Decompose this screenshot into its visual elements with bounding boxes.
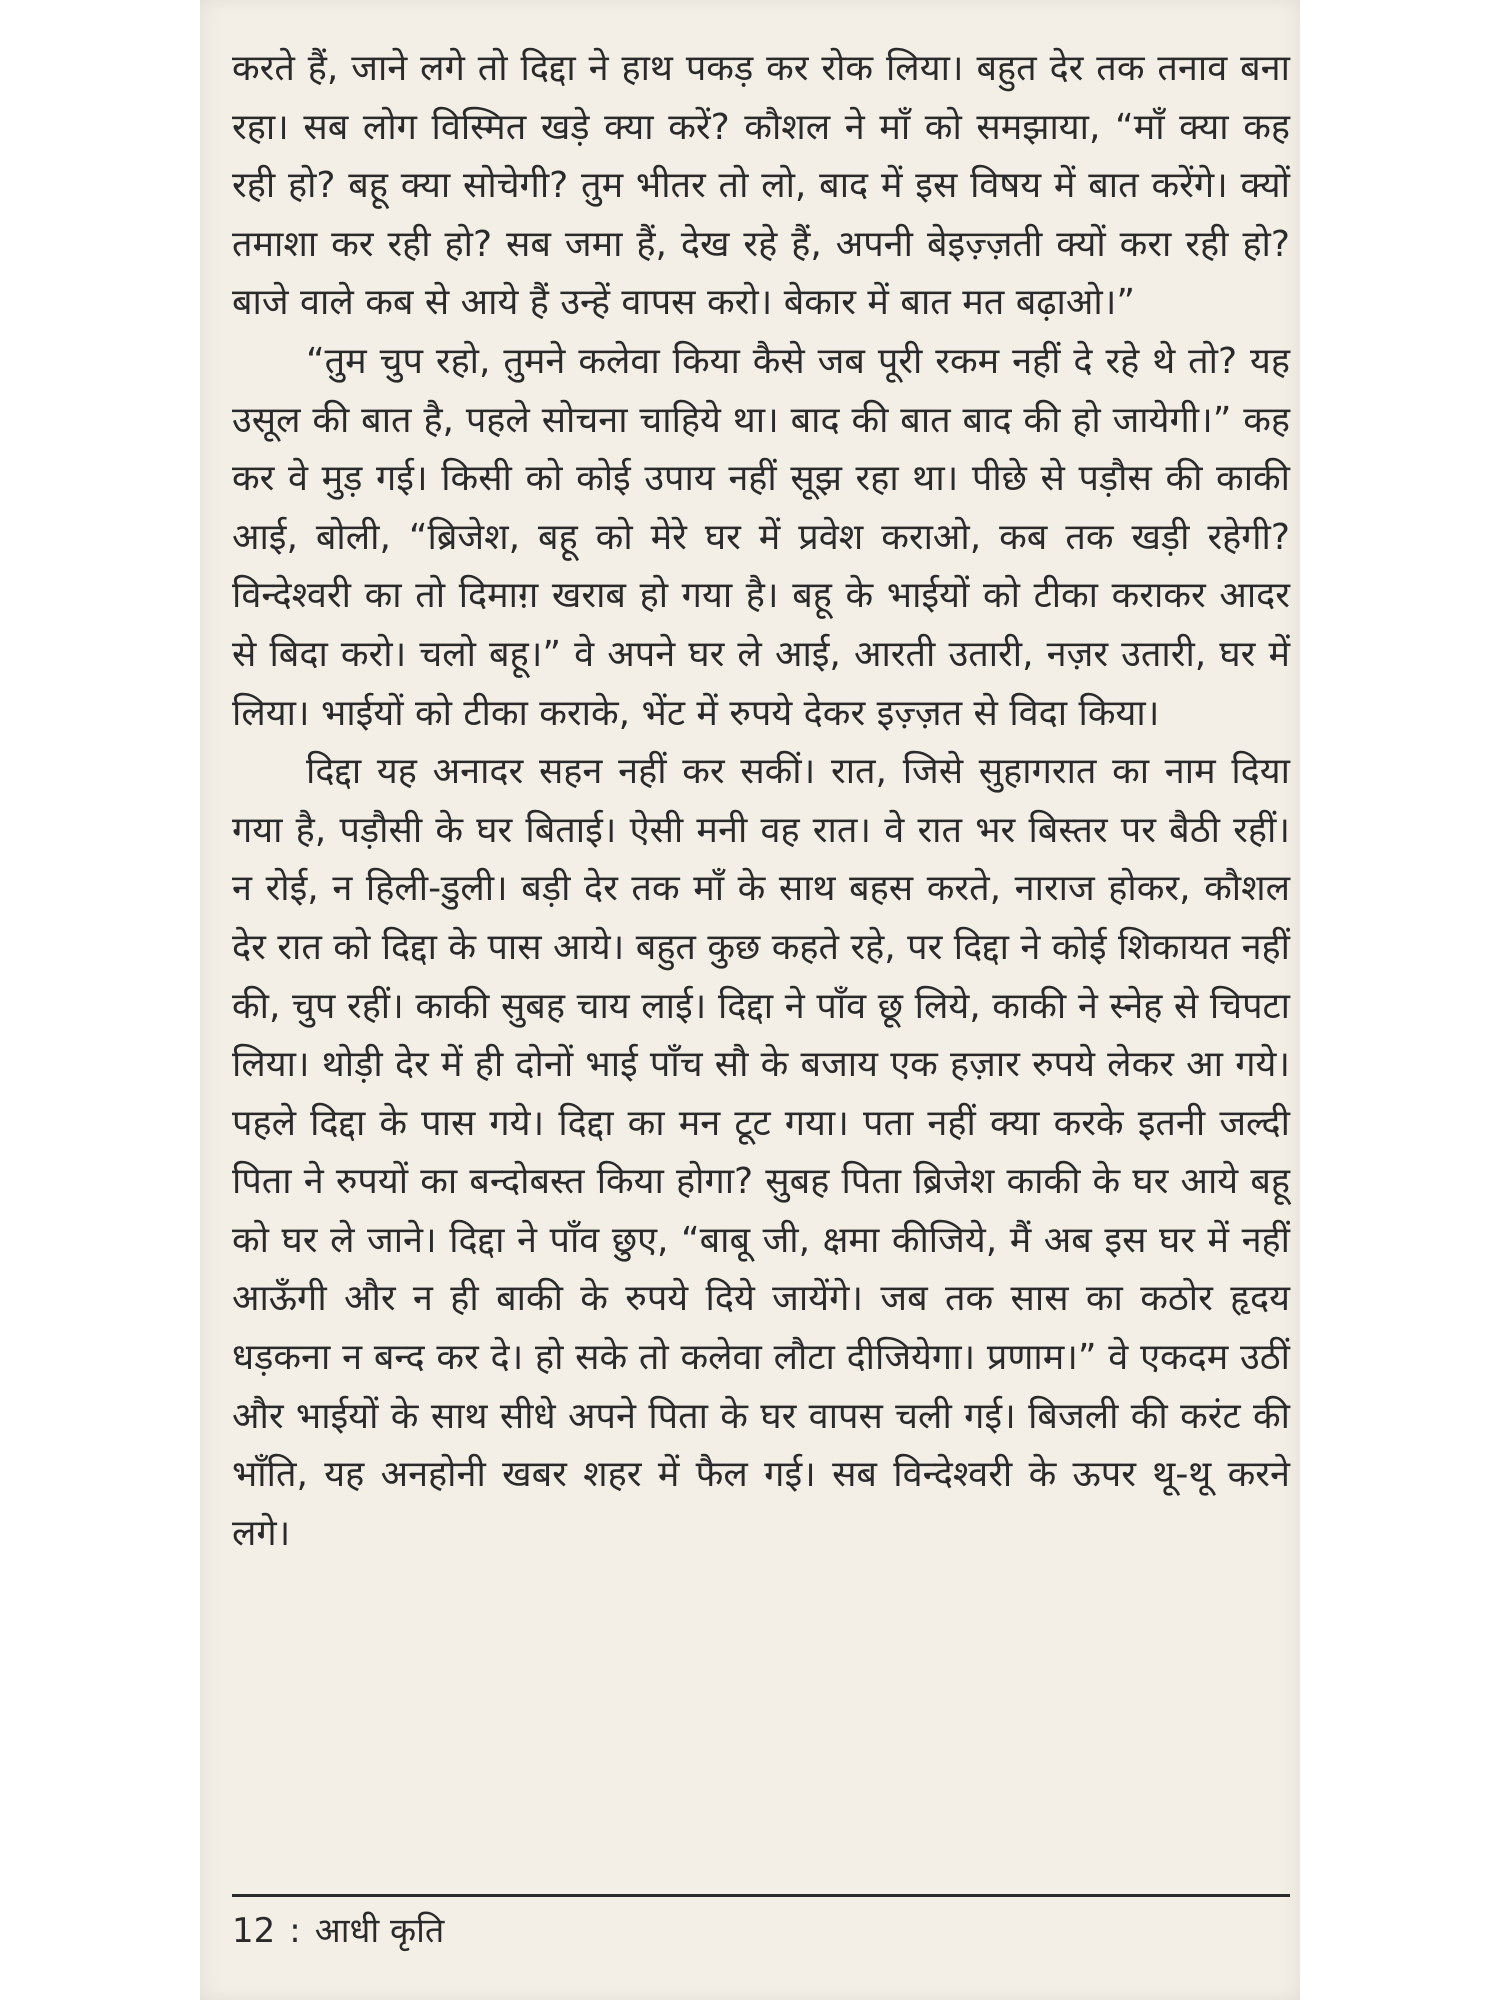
page-footer: [232, 1902, 444, 1960]
page-number: 12: [232, 1911, 276, 1951]
footer-divider: [232, 1894, 1290, 1897]
paragraph-1: करते हैं, जाने लगे तो दिद्दा ने हाथ पकड़ कर रोक लिया। बहुत देर तक तनाव बना रहा। सब लोग विस्मित खड़े क्या करें? कौशल ने माँ को समझाया, “माँ क्या कह रही हो? बहू क्या सोचेगी? तुम भीतर तो लो, बाद में इस विषय में बात करेंगे। क्यों तमाशा कर रही हो? सब जमा हैं, देख रहे हैं, अपनी बेइज़्ज़ती क्यों करा रही हो? बाजे वाले कब से आये हैं उन्हें वापस करो। बेकार में बात मत बढ़ाओ।”: [232, 48, 1290, 324]
book-title: आधी कृति: [314, 1911, 445, 1951]
body-text: [232, 40, 1290, 1563]
paragraph-2: “तुम चुप रहो, तुमने कलेवा किया कैसे जब पूरी रकम नहीं दे रहे थे तो? यह उसूल की बात है, पहले सोचना चाहिये था। बाद की बात बाद की हो जायेगी।” कह कर वे मुड़ गई। किसी को कोई उपाय नहीं सूझ रहा था। पीछे से पड़ौस की काकी आई, बोली, “ब्रिजेश, बहू को मेरे घर में प्रवेश कराओ, कब तक खड़ी रहेगी? विन्देश्वरी का तो दिमाग़ खराब हो गया है। बहू के भाईयों को टीका कराकर आदर से बिदा करो। चलो बहू।” वे अपने घर ले आई, आरती उतारी, नज़र उतारी, घर में लिया। भाईयों को टीका कराके, भेंट में रुपये देकर इज़्ज़त से विदा किया।: [232, 340, 1290, 734]
footer-separator: :: [289, 1911, 301, 1951]
paragraph-3: दिद्दा यह अनादर सहन नहीं कर सकीं। रात, जिसे सुहागरात का नाम दिया गया है, पड़ौसी के घर बिताई। ऐसी मनी वह रात। वे रात भर बिस्तर पर बैठी रहीं। न रोई, न हिली-डुली। बड़ी देर तक माँ के साथ बहस करते, नाराज होकर, कौशल देर रात को दिद्दा के पास आये। बहुत कुछ कहते रहे, पर दिद्दा ने कोई शिकायत नहीं की, चुप रहीं। काकी सुबह चाय लाई। दिद्दा ने पाँव छू लिये, काकी ने स्नेह से चिपटा लिया। थोड़ी देर में ही दोनों भाई पाँच सौ के बजाय एक हज़ार रुपये लेकर आ गये। पहले दिद्दा के पास गये। दिद्दा का मन टूट गया। पता नहीं क्या करके इतनी जल्दी पिता ने रुपयों का बन्दोबस्त किया होगा? सुबह पिता ब्रिजेश काकी के घर आये बहू को घर ले जाने। दिद्दा ने पाँव छुए, “बाबू जी, क्षमा कीजिये, मैं अब इस घर में नहीं आऊँगी और न ही बाकी के रुपये दिये जायेंगे। जब तक सास का कठोर हृदय धड़कना न बन्द कर दे। हो सके तो कलेवा लौटा दीजियेगा। प्रणाम।” वे एकदम उठीं और भाईयों के साथ सीधे अपने पिता के घर वापस चली गई। बिजली की करंट की भाँति, यह अनहोनी खबर शहर में फैल गई। सब विन्देश्वरी के ऊपर थू-थू करने लगे।: [232, 751, 1290, 1554]
